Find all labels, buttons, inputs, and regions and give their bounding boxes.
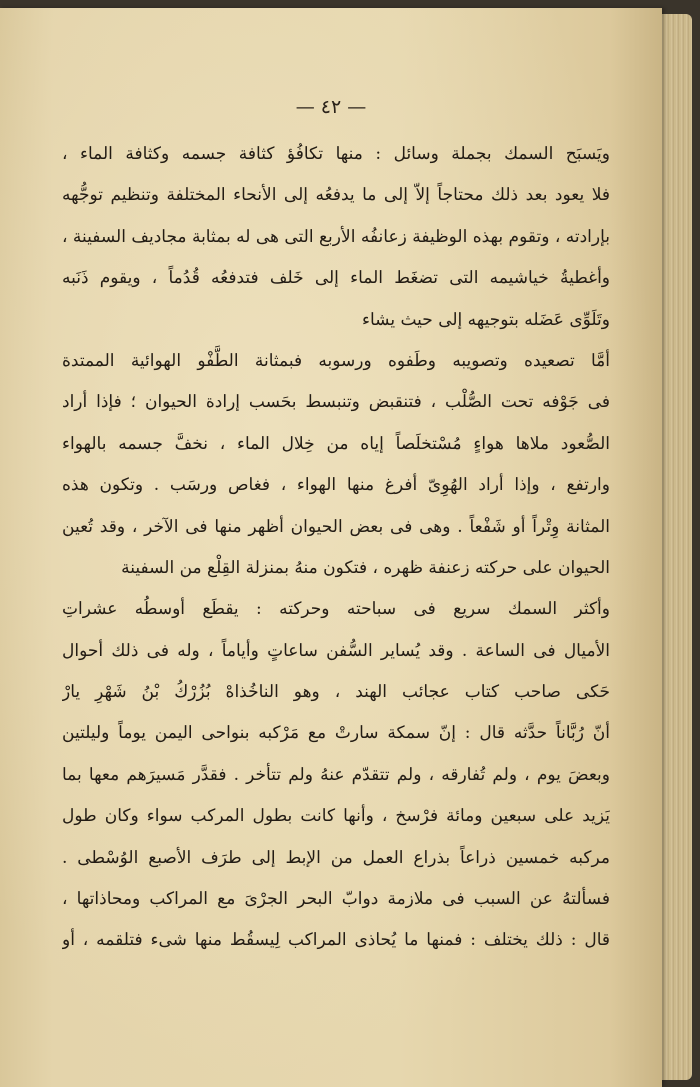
text-line: وأغطيةُ خياشيمه التى تضغَط الماء إلى خَلف فتدفعُه قُدُماً ، ويقوم ذَنَبه [62, 268, 610, 289]
text-line: ويَسبَح السمك بجملة وسائل : منها تكافُؤ كثافة جسمه وكثافة الماء ، [62, 144, 610, 164]
text-line: الحيوان على حركته زعنفة ظهره ، فتكون منهُ بمنزلة القِلْع من السفينة [121, 557, 610, 578]
text-line: وارتفع ، وإذا أراد الهُوِىّ أفرغ منها الهواء ، فغاص ورسَب . وتكون هذه [62, 475, 610, 496]
text-line: وبعضَ يوم ، ولم تُفارقه ، ولم تتقدّم عنهُ ولم تتأخر . فقدَّر مَسيرَهم معها بما [62, 764, 610, 785]
text-line: المثانة وِتْراً أو شَفْعاً . وهى فى بعض الحيوان أظهر منها فى الآخر ، وقد تُعين [62, 516, 610, 537]
text-line: يَزيد على سبعين ومائة فرْسخ ، وأنها كانت بطول المركب سواء وكان طول [62, 806, 610, 827]
text-line: فسألتهُ عن السبب فى ملازمة دوابّ البحر الجرْىَ مع المراكب ومحاذاتها ، [62, 889, 610, 910]
body-text [62, 134, 610, 962]
text-line: أنّ رُبَّاناً حدَّثه قال : إنّ سمكة سارتْ مع مَرْكبه بنواحى اليمن يوماً وليلتين [62, 723, 610, 744]
text-line: قال : ذلك يختلف : فمنها ما يُحاذى المراكب لِيسقُط منها شىء فتلقمه ، أو [62, 930, 610, 951]
text-line: وأكثر السمك سريع فى سباحته وحركته : يقطَع أوسطُه عشراتِ [62, 599, 610, 620]
text-line: فلا يعود بعد ذلك محتاجاً إلاّ إلى ما يدفعُه إلى الأنحاء المختلفة وتنظيم توجُّهه [62, 185, 610, 206]
text-line: الأميال فى الساعة . وقد يُساير السُّفن ساعاتٍ وأياماً ، وله فى ذلك أحوال [62, 640, 610, 661]
text-line: الصُّعود ملاها هواءٍ مُسْتخلَصاً إياه من خِلال الماء ، نخفَّ جسمه بالهواء [62, 433, 610, 454]
text-line: حَكى صاحب كتاب عجائب الهند ، وهو الناخُذاهْ بُزُرْكُ بْنُ شَهْرِ يارْ [62, 682, 610, 703]
text-line: أمَّا تصعيده وتصويبه وطَفوه ورسوبه فبمثانة الطَّفْو الهوائية الممتدة [62, 350, 610, 371]
page-number: — ٤٢ — [295, 96, 367, 118]
text-line: مركبه خمسين ذراعاً بذراع العمل من الإبط إلى طرَف الأصبع الوُسْطى . [62, 847, 610, 868]
text-line: وتَلَوِّى عَضَله بتوجيهه إلى حيث يشاء [361, 309, 610, 330]
text-line: فى جَوْفه تحت الصُّلْب ، فتنقبض وتنبسط بحَسب إرادة الحيوان ؛ فإذا أراد [62, 392, 610, 413]
text-line: بإرادته ، وتقوم بهذه الوظيفة زعانفُه الأربع التى هى له بمثابة مجاديف السفينة ، [62, 226, 610, 247]
book-page [0, 8, 662, 1087]
